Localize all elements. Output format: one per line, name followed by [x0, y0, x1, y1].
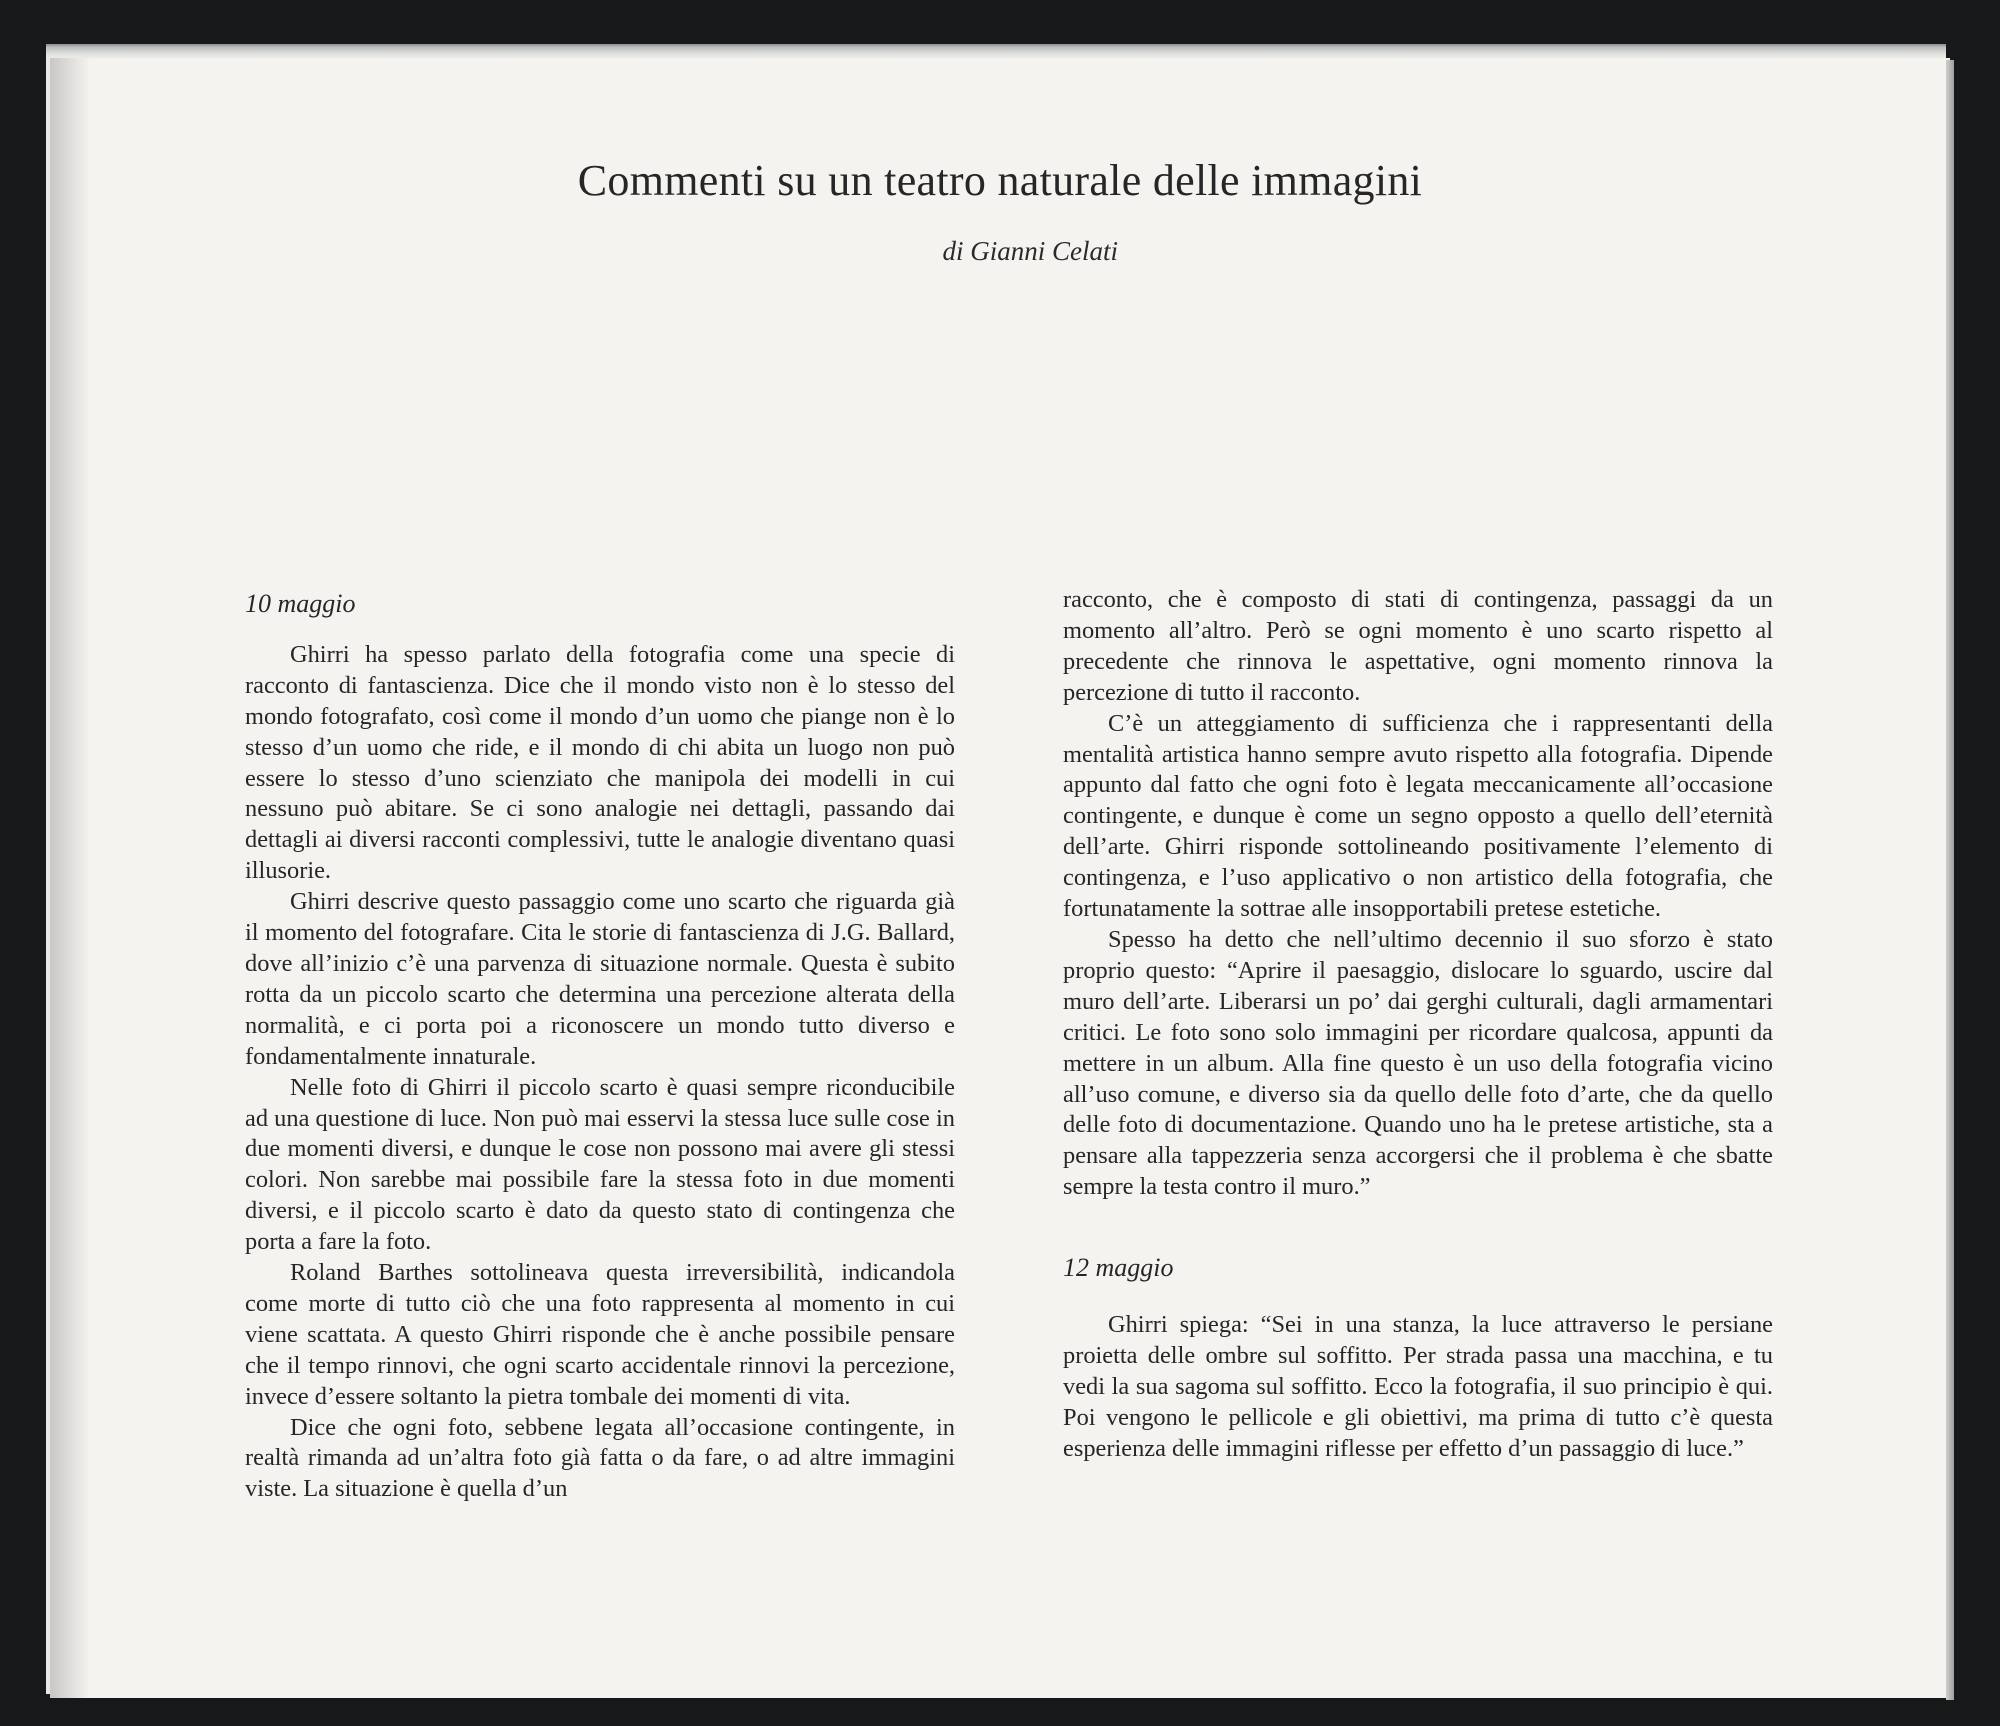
page-right-edge	[1946, 60, 1954, 1700]
entry-date-12-maggio: 12 maggio	[1063, 1253, 1174, 1283]
article-title: Commenti su un teatro naturale delle immagini	[577, 156, 1423, 205]
paragraph: Ghirri spiega: “Sei in una stanza, la luce attraverso le persiane proietta delle ombre sul soffitto. Per strada passa una macchina, e tu vedi la sua sagoma sul soffitto. Ecco la fotografia, il suo principio è qui. Poi vengono le pellicole e gli obiettivi, ma prima di tutto c’è questa esperienza delle immagini riflesse per effetto d’un passaggio di luce.”	[1063, 1311, 1773, 1462]
paragraph: Roland Barthes sottolineava questa irreversibilità, indicandola come morte di tutto ciò che una foto rappresenta al momento in cui viene scattata. A questo Ghirri risponde che è anche possibile pensare che il tempo rinnovi, che ogni scarto accidentale rinnovi la percezione, invece d’essere soltanto la pietra tombale dei momenti di vita.	[245, 1259, 955, 1410]
paragraph: Dice che ogni foto, sebbene legata all’occasione contingente, in realtà rimanda ad un’altra foto già fatta o da fare, o ad altre immagini viste. La situazione è quella d’un	[245, 1413, 955, 1503]
entry-date-10-maggio: 10 maggio	[245, 589, 356, 618]
paragraph: Ghirri ha spesso parlato della fotografia come una specie di racconto di fantascienza. Dice che il mondo visto non è lo stesso del mondo fotografato, così come il mondo d’un uomo che piange non è lo stesso d’un uomo che ride, e il mondo di chi abita un luogo non può essere lo stesso d’uno scienziato che manipola dei modelli in cui nessuno può abitare. Se ci sono analogie nei dettagli, passando dai dettagli ai diversi racconti complessivi, tutte le analogie diventano quasi illusorie.	[245, 640, 955, 885]
paragraph: Spesso ha detto che nell’ultimo decennio il suo sforzo è stato proprio questo: “Aprire il paesaggio, dislocare lo sguardo, uscire dal muro dell’arte. Liberarsi un po’ dai gerghi culturali, dagli armamentari critici. Le foto sono solo immagini per ricordare qualcosa, appunti da mettere in un album. Alla fine questo è un uso della fotografia vicino all’uso comune, e diverso sia da quello delle foto d’arte, che da quello delle foto di documentazione. Quando uno ha le pretese artistiche, sta a pensare alla tappezzeria senza accorgersi che il problema è che sbatte sempre la testa contro il muro.”	[1063, 925, 1773, 1201]
paragraph: C’è un atteggiamento di sufficienza che i rappresentanti della mentalità artistica hanno sempre avuto rispetto alla fotografia. Dipende appunto dal fatto che ogni foto è legata meccanicamente all’occasione contingente, e dunque è come un segno opposto a quello dell’eternità dell’arte. Ghirri risponde sottolineando positivamente l’elemento di contingenza, e l’uso applicativo o non artistico della fotografia, che fortunatamente la sottrae alle insopportabili pretese estetiche.	[1063, 709, 1773, 923]
paragraph: Ghirri descrive questo passaggio come uno scarto che riguarda già il momento del fotografare. Cita le storie di fantascienza di J.G. Ballard, dove all’inizio c’è una parvenza di situazione normale. Questa è subito rotta da un piccolo scarto che determina una percezione alterata della normalità, e ci porta poi a riconoscere un mondo tutto diverso e fondamentalmente innaturale.	[245, 888, 955, 1070]
article-byline: di Gianni Celati	[942, 236, 1118, 266]
right-column	[1063, 585, 1773, 1465]
paragraph: racconto, che è composto di stati di contingenza, passaggi da un momento all’altro. Però se ogni momento è uno scarto rispetto al precedente che rinnova le aspettative, ogni momento rinnova la percezione di tutto il racconto.	[1063, 586, 1773, 706]
left-column	[245, 589, 955, 1505]
paragraph: Nelle foto di Ghirri il piccolo scarto è quasi sempre riconducibile ad una questione di luce. Non può mai esservi la stessa luce sulle cose in due momenti diversi, e dunque le cose non possono mai avere gli stessi colori. Non sarebbe mai possibile fare la stessa foto in due momenti diversi, e il piccolo scarto è dato da questo stato di contingenza che porta a fare la foto.	[245, 1073, 955, 1256]
